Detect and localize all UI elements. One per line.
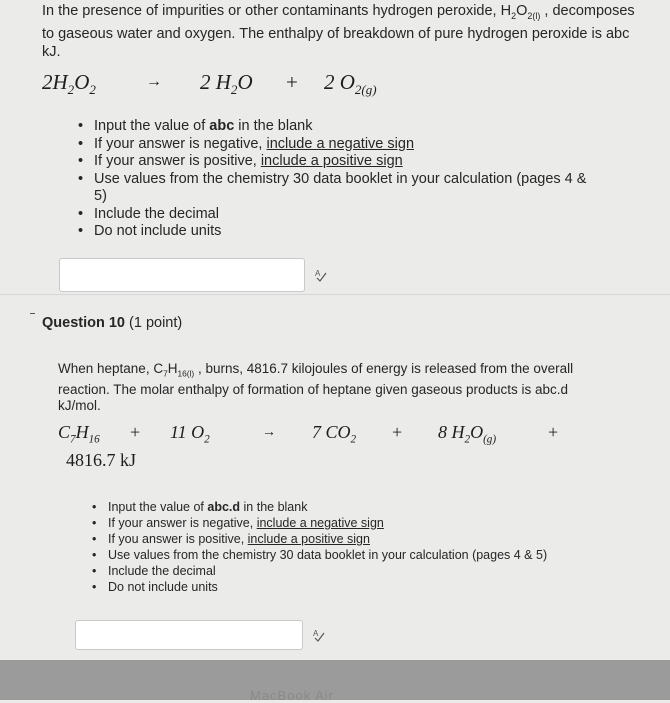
instruction-item: • Do not include units [78, 223, 598, 241]
svg-text:A: A [313, 629, 319, 638]
eq2-plus-2: + [392, 422, 403, 442]
eq2-plus-3: + [548, 422, 559, 442]
eq1-arrow: → [146, 73, 162, 90]
laptop-bezel [0, 660, 670, 703]
instruction-item: • If your answer is positive, include a positive sign [78, 153, 598, 171]
instruction-item: • Do not include units [92, 579, 572, 595]
eq2-oxygen: 11 $O_2$ [170, 422, 210, 446]
instruction-item: • Use values from the chemistry 30 data booklet in your calculation (pages 4 & 5) [92, 547, 572, 563]
svg-text:A: A [315, 269, 321, 278]
eq2-plus-1: + [130, 422, 141, 442]
eq2-heptane: $C_7H_{16}$ [58, 422, 100, 446]
negative-sign-link[interactable]: include a negative sign [256, 516, 384, 530]
question-10-prompt: When heptane, $C_7H_{16(l)}$ , burns, 4816.7 kilojoules of energy is released from the overall reaction. The molar enthalpy of formation of heptane given gaseous products is abc.d kJ/mol. [58, 361, 574, 413]
negative-sign-link[interactable]: include a negative sign [266, 135, 415, 152]
eq2-co2: 7 $CO_2$ [312, 422, 357, 446]
question-10-answer-input[interactable] [75, 620, 303, 650]
question-10-header: Question 10 (1 point) [42, 315, 183, 331]
section-divider [0, 294, 670, 295]
eq1-product-oxygen: 2 $O_{2(g)}$ [324, 70, 377, 98]
eq1-reactant: $2H_2O_2$ [42, 70, 96, 98]
eq1-product-water: 2 $H_2O$ [200, 70, 253, 98]
question-9-instructions [78, 118, 598, 241]
eq2-water: 8 $H_2O_{(g)}$ [438, 422, 497, 446]
positive-sign-link[interactable]: include a positive sign [247, 532, 370, 546]
laptop-brand-text: MacBook Air [250, 688, 334, 703]
instruction-item: • Use values from the chemistry 30 data booklet in your calculation (pages 4 & 5) [78, 171, 598, 206]
instruction-item: • If you answer is positive, include a positive sign [92, 531, 572, 547]
spellcheck-icon[interactable] [314, 268, 328, 282]
instruction-item: • Input the value of abc.d in the blank [92, 499, 572, 515]
spellcheck-icon[interactable] [312, 628, 326, 642]
question-9-prompt: In the presence of impurities or other contaminants hydrogen peroxide, $H_2O_{2(l)}$ , decomposes to gaseous water and oxygen. The enthalpy of breakdown of pure hydrogen peroxide is abc kJ. [42, 3, 635, 60]
instruction-item: • Include the decimal [78, 206, 598, 224]
eq1-plus: + [286, 70, 298, 94]
instruction-item: • If your answer is negative, include a negative sign [92, 515, 572, 531]
instruction-item: • If your answer is negative, include a negative sign [78, 136, 598, 154]
instruction-item: • Input the value of abc in the blank [78, 118, 598, 136]
eq2-energy: 4816.7 kJ [66, 450, 137, 470]
instruction-item: • Include the decimal [92, 563, 572, 579]
question-10-instructions [92, 499, 572, 595]
eq2-arrow: → [262, 425, 276, 440]
positive-sign-link[interactable]: include a positive sign [260, 153, 403, 169]
question-9-answer-input[interactable] [59, 258, 305, 292]
question-marker [30, 313, 35, 314]
